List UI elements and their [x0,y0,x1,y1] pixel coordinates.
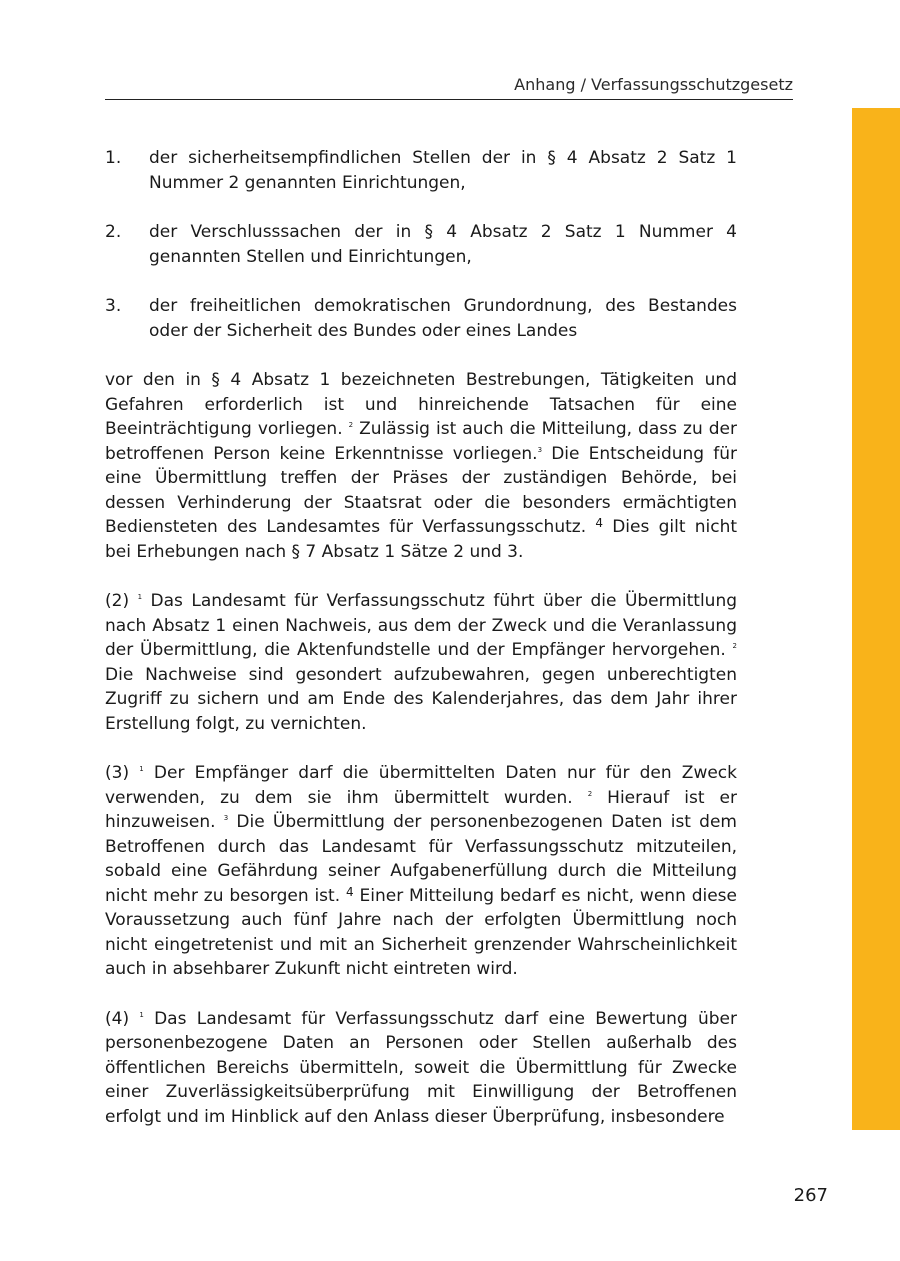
sentence-number: 4 [345,884,354,899]
paragraph-label: (4) [105,1008,140,1029]
sentence: Die Nachweise sind gesondert aufzubewahren, gegen unberechtigten Zugriff zu sichern und am Ende des Kalenderjahres, das dem Jahr ihrer Erstellung folgt, zu vernichten. [105,664,737,734]
sentence-number: 1 [139,765,144,773]
list-item-2 [105,220,737,269]
page-number: 267 [793,1185,828,1206]
sentence-number: 4 [595,516,603,530]
list-item-3 [105,294,737,343]
sentence: vor den in § 4 Absatz 1 bezeichneten Bestrebungen, Tätigkeiten und Gefahren erforderlich ist und hinreichende Tatsachen für eine Beeinträchtigung vorliegen. [105,370,737,439]
running-header [105,73,793,100]
sentence: Einer Mitteilung bedarf es nicht, wenn diese Voraussetzung auch fünf Jahre nach der erfolgten Übermittlung noch nicht eingetretenist und mit an Sicherheit grenzender Wahrscheinlichkeit auch in absehbarer Zukunft nicht eintreten wird. [105,885,737,979]
paragraph-3 [105,761,737,982]
list-item-1 [105,146,737,195]
paragraph-label: (3) [105,763,140,783]
sentence: Die Übermittlung der personenbezogenen Daten ist dem Betroffenen durch das Landesamt für Verfassungsschutz mitzuteilen, sobald eine Gefährdung seiner Aufgabenerfüllung durch die Mitteilung nicht mehr zu besorgen ist. [105,812,737,906]
sentence: Zulässig ist auch die Mitteilung, dass zu der betroffenen Person keine Erkenntnisse vorliegen. [105,419,737,464]
sentence-number: 2 [732,642,737,650]
chapter-tab-marker [852,108,900,1130]
sentence: Dies gilt nicht bei Erhebungen nach § 7 Absatz 1 Sätze 2 und 3. [105,517,738,562]
sentence-number: 2 [348,421,354,429]
sentence-number: 1 [137,593,143,601]
sentence-number: 3 [223,814,229,822]
sentence: Das Landesamt für Verfassungsschutz führt über die Übermittlung nach Absatz 1 einen Nachweis, aus dem der Zweck und die Veranlassung der Übermittlung, die Aktenfundstelle und der Empfänger hervorgehen. [105,591,738,660]
paragraph-2 [105,589,737,736]
paragraph-continuation [105,368,737,564]
list-text: der freiheitlichen demokratischen Grundordnung, des Bestandes oder der Sicherheit des Bundes oder eines Landes [149,296,737,341]
list-number: 2. [105,222,122,242]
sentence: Hierauf ist er hinzuweisen. [105,787,737,832]
paragraph-4 [105,1007,737,1130]
paragraph-label: (2) [105,591,138,611]
list-number: 3. [105,296,122,316]
header-title: Anhang / Verfassungsschutzgesetz [514,75,793,94]
sentence: Das Landesamt für Verfassungsschutz darf eine Bewertung über personenbezogene Daten an Personen oder Stellen außerhalb des öffentlichen Bereichs übermitteln, soweit die Übermittlung für Zwecke einer Zuverlässigkeitsüberprüfung mit Einwilligung der Betroffenen erfolgt und im Hinblick auf den Anlass dieser Überprüfung, insbesondere [105,1008,738,1127]
sentence: Die Entscheidung für eine Übermittlung treffen der Präses der zuständigen Behörde, bei dessen Verhinderung der Staatsrat oder die besonders ermächtigten Bediensteten des Landesamtes für Verfassungsschutz. [105,443,737,537]
list-text: der Verschlusssachen der in § 4 Absatz 2 Satz 1 Nummer 4 genannten Stellen und Einrichtungen, [149,222,737,267]
list-text: der sicherheitsempfindlichen Stellen der in § 4 Absatz 2 Satz 1 Nummer 2 genannten Einrichtungen, [149,148,737,193]
sentence-number: 2 [587,789,593,798]
sentence-number: 3 [537,445,543,454]
sentence-number: 1 [139,1010,144,1019]
body-text [105,146,737,1154]
sentence: Der Empfänger darf die übermittelten Daten nur für den Zweck verwenden, zu dem sie ihm übermittelt wurden. [105,763,738,808]
list-number: 1. [105,148,122,168]
